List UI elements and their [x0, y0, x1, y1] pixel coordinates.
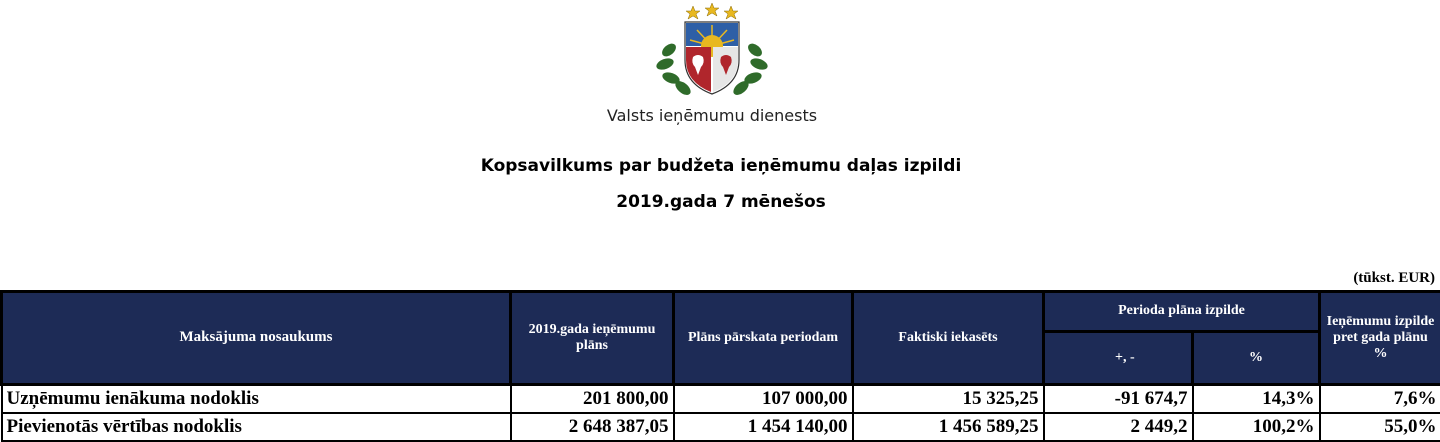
- row-annual-pct: 7,6%: [1320, 385, 1440, 414]
- budget-table: [0, 290, 1440, 442]
- row-name: Pievienotās vērtības nodoklis: [2, 413, 511, 441]
- row-annual-pct: 55,0%: [1320, 413, 1440, 441]
- row-annual-plan: 2 648 387,05: [511, 413, 674, 441]
- row-period-plan: 107 000,00: [674, 385, 853, 414]
- row-period-plan: 1 454 140,00: [674, 413, 853, 441]
- coat-of-arms-logo: [655, 2, 769, 98]
- row-actual: 1 456 589,25: [853, 413, 1044, 441]
- report-subtitle: 2019.gada 7 mēnešos: [0, 192, 1440, 212]
- col-header-pct: %: [1193, 332, 1320, 385]
- col-header-annual-execution: Ieņēmumu izpilde pret gada plānu %: [1320, 292, 1440, 385]
- col-header-period-plan: Plāns pārskata periodam: [674, 292, 853, 385]
- row-diff: 2 449,2: [1044, 413, 1193, 441]
- agency-name: Valsts ieņēmumu dienests: [0, 106, 1424, 125]
- row-pct: 14,3%: [1193, 385, 1320, 414]
- report-title: Kopsavilkums par budžeta ieņēmumu daļas izpildi: [0, 156, 1440, 176]
- table-row: [2, 385, 1440, 414]
- unit-note: (tūkst. EUR): [1353, 270, 1435, 287]
- row-diff: -91 674,7: [1044, 385, 1193, 414]
- col-header-name: Maksājuma nosaukums: [2, 292, 511, 385]
- row-name: Uzņēmumu ienākuma nodoklis: [2, 385, 511, 414]
- row-pct: 100,2%: [1193, 413, 1320, 441]
- col-header-diff: +, -: [1044, 332, 1193, 385]
- col-header-actual: Faktiski iekasēts: [853, 292, 1044, 385]
- table-row: [2, 413, 1440, 441]
- col-header-period-execution: Perioda plāna izpilde: [1044, 292, 1320, 332]
- row-actual: 15 325,25: [853, 385, 1044, 414]
- row-annual-plan: 201 800,00: [511, 385, 674, 414]
- col-header-annual-plan: 2019.gada ieņēmumu plāns: [511, 292, 674, 385]
